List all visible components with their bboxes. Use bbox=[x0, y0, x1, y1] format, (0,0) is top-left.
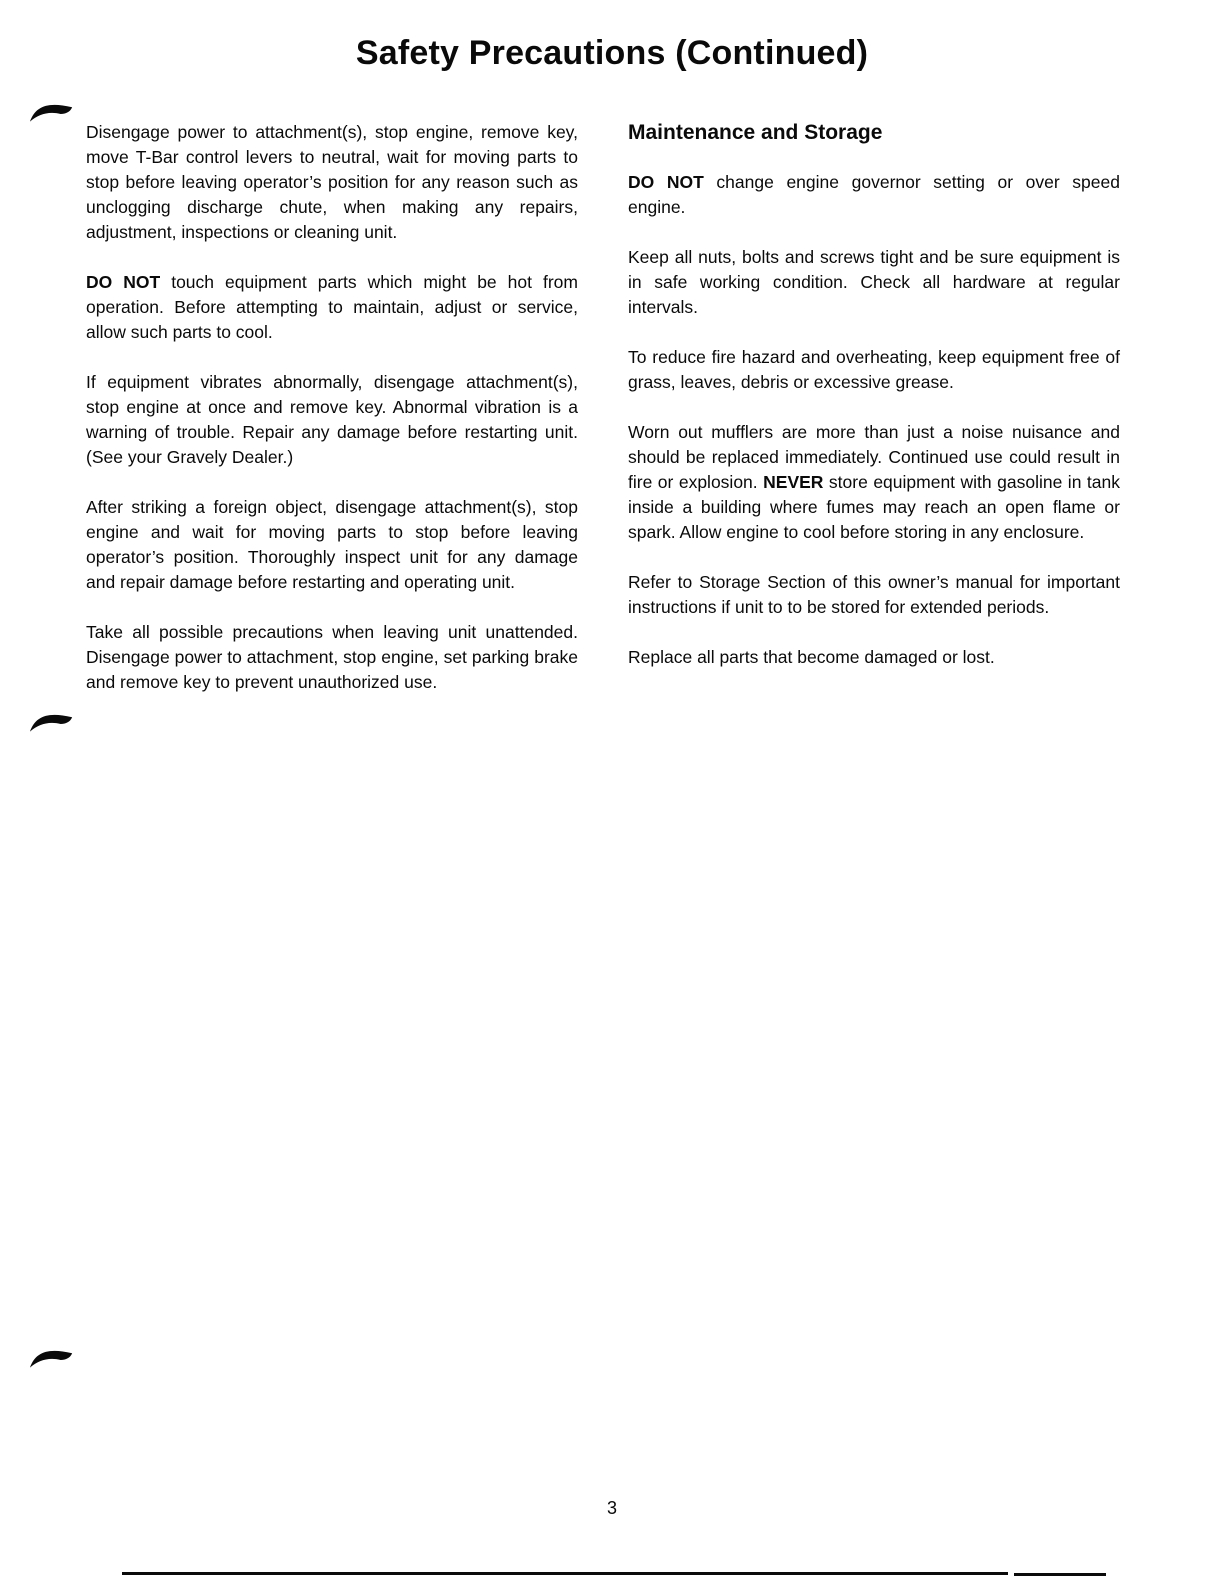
paragraph-bold-lead: DO NOT bbox=[628, 172, 704, 192]
scan-mark-icon bbox=[28, 710, 76, 736]
paragraph bbox=[86, 370, 578, 470]
paragraph bbox=[628, 645, 1120, 670]
section-heading: Maintenance and Storage bbox=[628, 121, 883, 144]
scan-line bbox=[1014, 1573, 1106, 1576]
paragraph-text: Take all possible precautions when leaving unit unattended. Disengage power to attachment, stop engine, set parking brake and remove key to prevent unauthorized use. bbox=[86, 622, 578, 692]
paragraph-text: Replace all parts that become damaged or lost. bbox=[628, 647, 995, 667]
page-title: Safety Precautions (Continued) bbox=[355, 34, 869, 72]
scan-line bbox=[122, 1572, 1008, 1575]
paragraph bbox=[86, 120, 578, 245]
paragraph-text: Refer to Storage Section of this owner’s manual for important instructions if unit to to be stored for extended periods. bbox=[628, 572, 1120, 617]
paragraph-text: change engine governor setting or over speed engine. bbox=[628, 172, 1120, 217]
left-text-column bbox=[86, 120, 578, 720]
paragraph-text: Disengage power to attachment(s), stop engine, remove key, move T-Bar control levers to neutral, wait for moving parts to stop before leaving operator’s position for any reason such as unclogging discharge chute, when making any repairs, adjustment, inspections or cleaning unit. bbox=[86, 122, 578, 242]
paragraph bbox=[628, 345, 1120, 395]
paragraph bbox=[628, 420, 1120, 545]
right-text-column bbox=[628, 120, 1120, 695]
paragraph bbox=[628, 245, 1120, 320]
paragraph-text: touch equipment parts which might be hot from operation. Before attempting to maintain, adjust or service, allow such parts to cool. bbox=[86, 272, 578, 342]
paragraph-text: To reduce fire hazard and overheating, keep equipment free of grass, leaves, debris or excessive grease. bbox=[628, 347, 1120, 392]
paragraph bbox=[86, 270, 578, 345]
scan-mark-icon bbox=[28, 1346, 76, 1372]
paragraph-bold-lead: NEVER bbox=[763, 472, 824, 492]
paragraph bbox=[86, 495, 578, 595]
paragraph-bold-lead: DO NOT bbox=[86, 272, 161, 292]
paragraph-text: store equipment with gasoline in tank inside a building where fumes may reach an open flame or spark. Allow engine to cool before storing in any enclosure. bbox=[628, 472, 1120, 542]
scan-mark-icon bbox=[28, 100, 76, 126]
paragraph-text: Keep all nuts, bolts and screws tight and be sure equipment is in safe working condition. Check all hardware at regular intervals. bbox=[628, 247, 1120, 317]
paragraph bbox=[628, 170, 1120, 220]
paragraph bbox=[86, 620, 578, 695]
paragraph-text: Worn out mufflers are more than just a noise nuisance and should be replaced immediately. Continued use could result in fire or explosion. bbox=[628, 422, 1120, 492]
paragraph-text: If equipment vibrates abnormally, disengage attachment(s), stop engine at once and remove key. Abnormal vibration is a warning of trouble. Repair any damage before restarting unit. (See your Gravely Dealer.) bbox=[86, 372, 578, 467]
paragraph-text: After striking a foreign object, disengage attachment(s), stop engine and wait for moving parts to stop before leaving operator’s position. Thoroughly inspect unit for any damage and repair damage before restarting and operating unit. bbox=[86, 497, 578, 592]
paragraph bbox=[628, 570, 1120, 620]
page-number: 3 bbox=[606, 1498, 617, 1518]
